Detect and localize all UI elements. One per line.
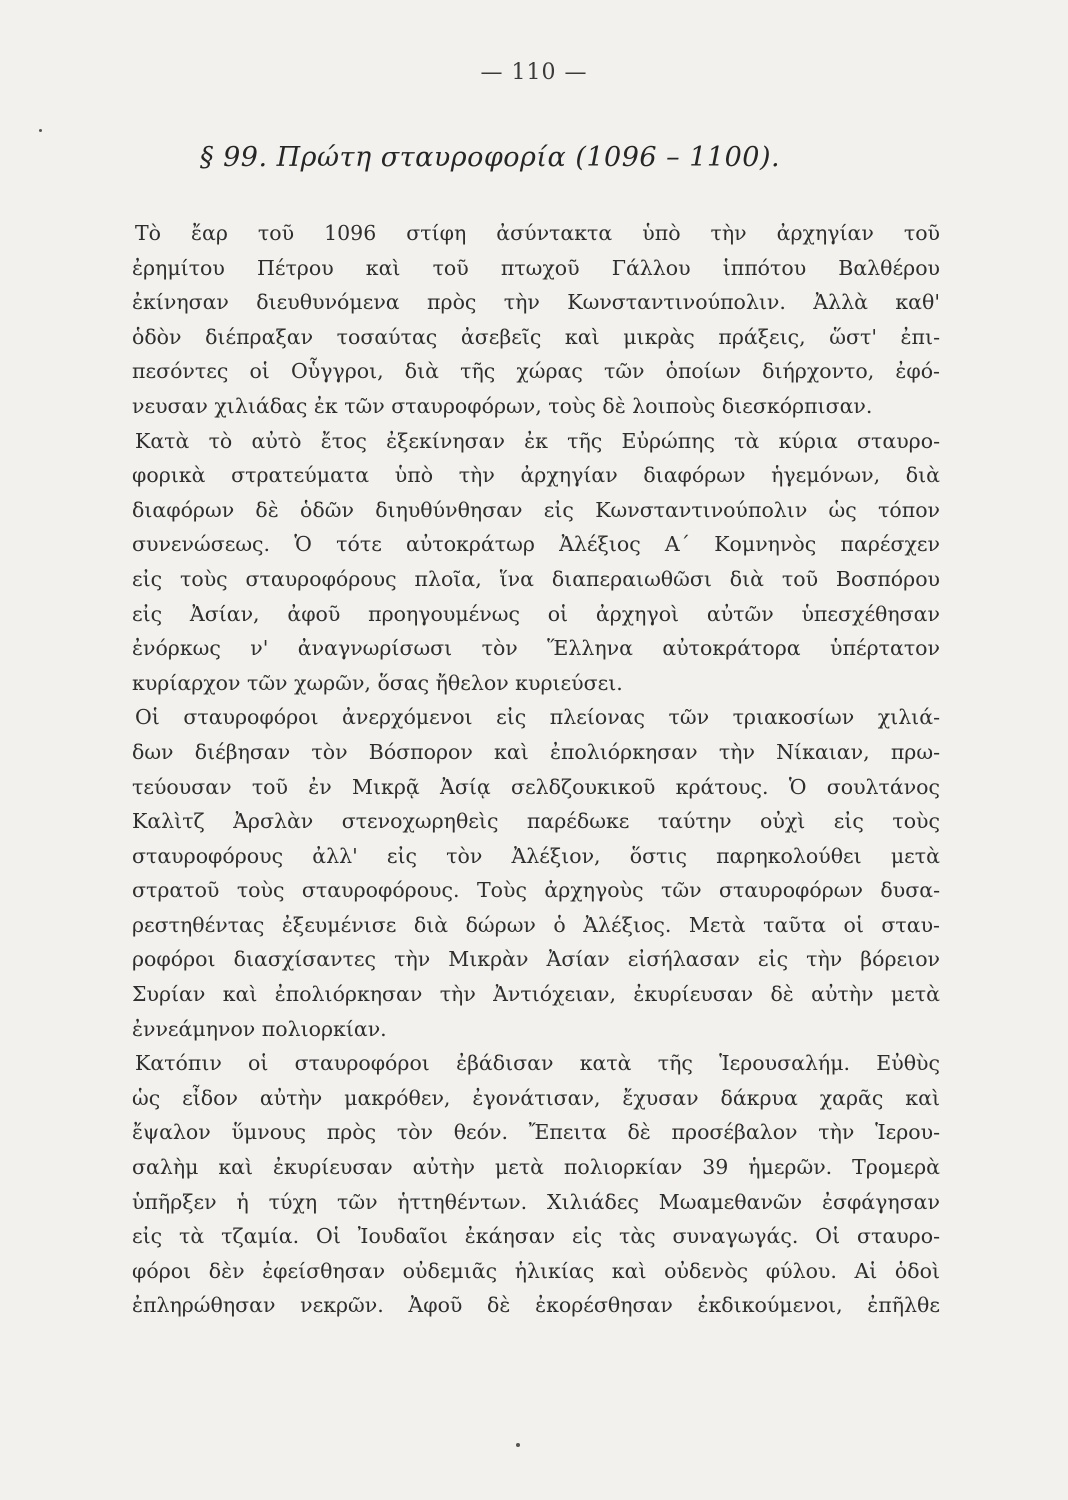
text-line: ὑπῆρξεν ἡ τύχη τῶν ἡττηθέντων. Χιλιάδες Μωαμεθανῶν ἐσφάγησαν <box>132 1189 940 1214</box>
body-text <box>132 216 940 1323</box>
text-line: φορικὰ στρατεύματα ὑπὸ τὴν ἀρχηγίαν διαφόρων ἡγεμόνων, διὰ <box>132 463 940 488</box>
text-line: Κατόπιν οἱ σταυροφόροι ἐβάδισαν κατὰ τῆς Ἱερουσαλήμ. Εὐθὺς <box>135 1051 940 1076</box>
paragraph <box>132 216 940 424</box>
text-line: ροφόροι διασχίσαντες τὴν Μικρὰν Ἀσίαν εἰσήλασαν εἰς τὴν βόρειον <box>132 947 940 972</box>
text-line: ἐκίνησαν διευθυνόμενα πρὸς τὴν Κωνσταντινούπολιν. Ἀλλὰ καθ' <box>132 290 940 315</box>
ink-speck <box>516 1443 520 1447</box>
text-line: νευσαν χιλιάδας ἐκ τῶν σταυροφόρων, τοὺς δὲ λοιποὺς διεσκόρπισαν. <box>132 393 873 418</box>
text-line: Οἱ σταυροφόροι ἀνερχόμενοι εἰς πλείονας τῶν τριακοσίων χιλιά- <box>135 705 940 730</box>
text-line: ἐρημίτου Πέτρου καὶ τοῦ πτωχοῦ Γάλλου ἱππότου Βαλθέρου <box>132 255 940 280</box>
text-line: ἐπληρώθησαν νεκρῶν. Ἀφοῦ δὲ ἐκορέσθησαν ἐκδικούμενοι, ἐπῆλθε <box>132 1293 940 1318</box>
paragraph <box>132 700 940 1046</box>
text-line: ἐννεάμηνον πολιορκίαν. <box>132 1016 387 1041</box>
text-line: πεσόντες οἱ Οὗγγροι, διὰ τῆς χώρας τῶν ὁποίων διήρχοντο, ἐφό- <box>132 359 940 384</box>
text-line: συνενώσεως. Ὁ τότε αὐτοκράτωρ Ἀλέξιος Α΄ Κομνηνὸς παρέσχεν <box>132 532 940 557</box>
text-line: ἔψαλον ὕμνους πρὸς τὸν θεόν. Ἔπειτα δὲ προσέβαλον τὴν Ἱερου- <box>132 1120 940 1145</box>
text-line: Τὸ ἔαρ τοῦ 1096 στίφη ἀσύντακτα ὑπὸ τὴν ἀρχηγίαν τοῦ <box>135 221 940 245</box>
text-line: ρεστηθέντας ἐξευμένισε διὰ δώρων ὁ Ἀλέξιος. Μετὰ ταῦτα οἱ σταυ- <box>132 912 940 937</box>
text-line: εἰς τὰ τζαμία. Οἱ Ἰουδαῖοι ἐκάησαν εἰς τὰς συναγωγάς. Οἱ σταυρο- <box>132 1224 940 1249</box>
text-line: ὡς εἶδον αὐτὴν μακρόθεν, ἐγονάτισαν, ἔχυσαν δάκρυα χαρᾶς καὶ <box>132 1085 940 1110</box>
text-line: τεύουσαν τοῦ ἐν Μικρᾷ Ἀσίᾳ σελδζουκικοῦ κράτους. Ὁ σουλτάνος <box>132 774 940 799</box>
paragraph <box>132 1046 940 1323</box>
text-line: σαλὴμ καὶ ἐκυρίευσαν αὐτὴν μετὰ πολιορκίαν 39 ἡμερῶν. Τρομερὰ <box>132 1155 940 1180</box>
text-line: Συρίαν καὶ ἐπολιόρκησαν τὴν Ἀντιόχειαν, ἐκυρίευσαν δὲ αὐτὴν μετὰ <box>132 982 940 1007</box>
text-line: στρατοῦ τοὺς σταυροφόρους. Τοὺς ἀρχηγοὺς τῶν σταυροφόρων δυσα- <box>132 878 940 903</box>
text-line: διαφόρων δὲ ὁδῶν διηυθύνθησαν εἰς Κωνσταντινούπολιν ὡς τόπον <box>132 497 940 522</box>
page-number: — 110 — <box>480 60 588 85</box>
text-line: κυρίαρχον τῶν χωρῶν, ὅσας ἤθελον κυριεύσει. <box>132 670 623 695</box>
text-line: ἐνόρκως ν' ἀναγνωρίσωσι τὸν Ἕλληνα αὐτοκράτορα ὑπέρτατον <box>132 636 940 661</box>
text-line: σταυροφόρους ἀλλ' εἰς τὸν Ἀλέξιον, ὅστις παρηκολούθει μετὰ <box>132 843 940 868</box>
text-line: ὁδὸν διέπραξαν τοσαύτας ἀσεβεῖς καὶ μικρὰς πράξεις, ὥστ' ἐπι- <box>132 324 940 349</box>
text-line: Κατὰ τὸ αὐτὸ ἔτος ἐξεκίνησαν ἐκ τῆς Εὐρώπης τὰ κύρια σταυρο- <box>135 428 940 453</box>
ink-speck <box>39 129 42 132</box>
text-line: φόροι δὲν ἐφείσθησαν οὐδεμιᾶς ἡλικίας καὶ οὐδενὸς φύλου. Αἱ ὁδοὶ <box>132 1258 940 1283</box>
paragraph <box>132 424 940 701</box>
text-line: εἰς τοὺς σταυροφόρους πλοῖα, ἵνα διαπεραιωθῶσι διὰ τοῦ Βοσπόρου <box>132 566 940 591</box>
text-line: δων διέβησαν τὸν Βόσπορον καὶ ἐπολιόρκησαν τὴν Νίκαιαν, πρω- <box>132 739 940 764</box>
text-line: Καλὶτζ Ἀρσλὰν στενοχωρηθεὶς παρέδωκε ταύτην οὐχὶ εἰς τοὺς <box>132 809 940 834</box>
text-line: εἰς Ἀσίαν, ἀφοῦ προηγουμένως οἱ ἀρχηγοὶ αὐτῶν ὑπεσχέθησαν <box>132 601 940 626</box>
section-heading: § 99. Πρώτη σταυροφορία (1096 – 1100). <box>200 142 781 173</box>
